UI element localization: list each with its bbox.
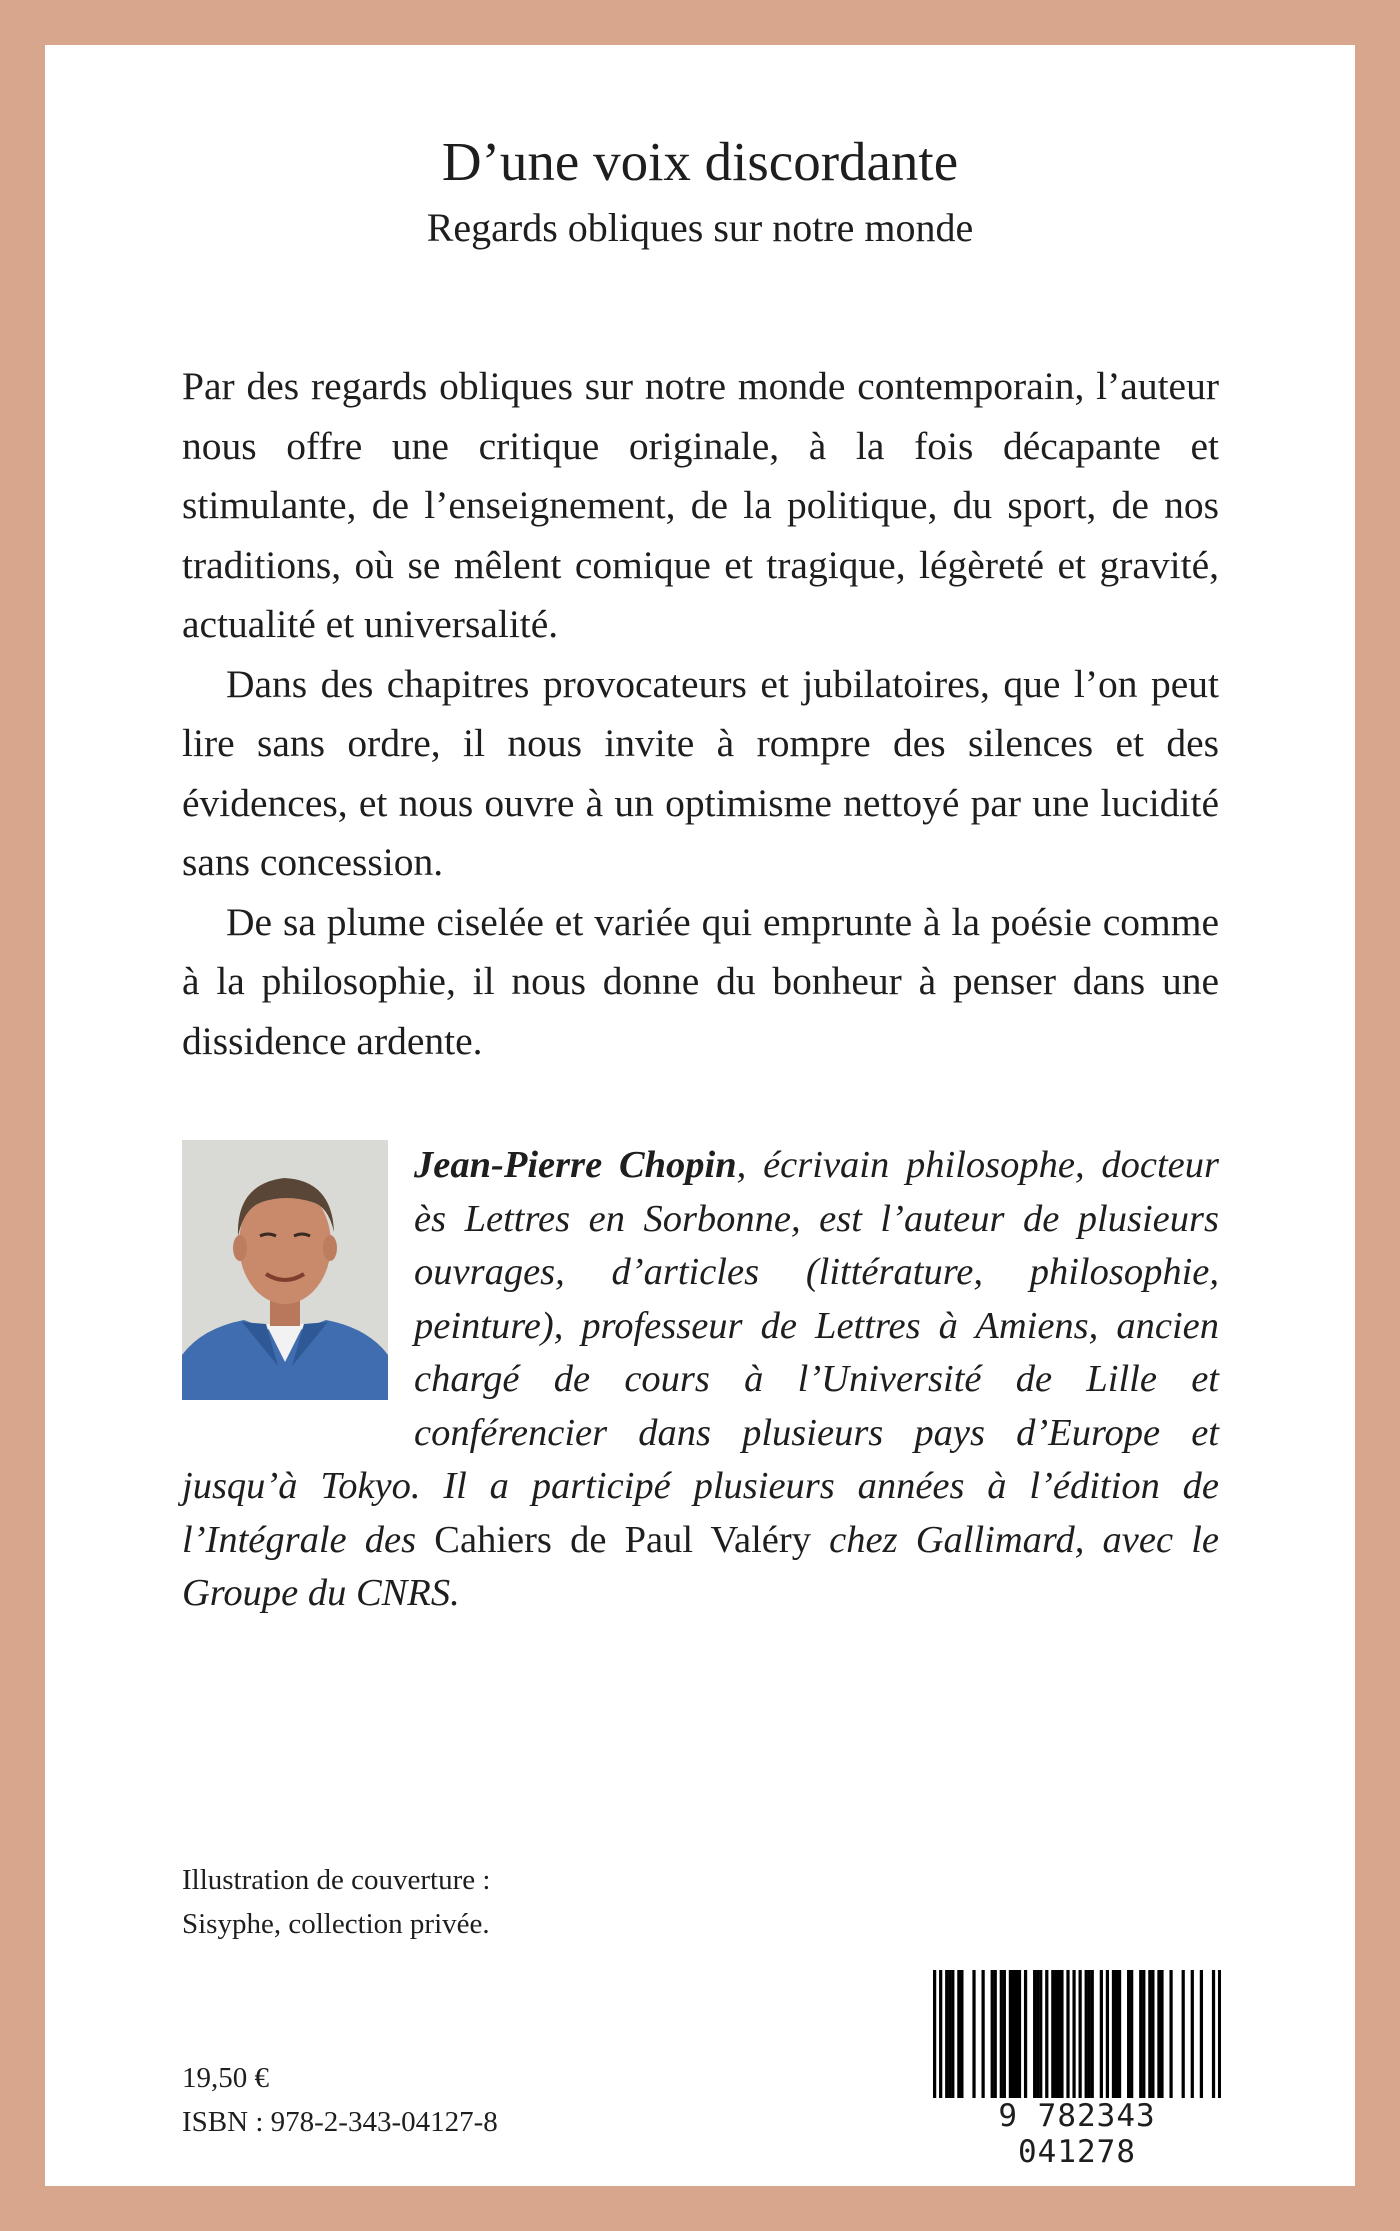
blurb xyxy=(182,357,1219,1071)
barcode-bar xyxy=(1118,1970,1121,2098)
illustration-credit-line: Illustration de couverture : xyxy=(182,1864,491,1896)
barcode-bar xyxy=(1066,1970,1069,2098)
barcode-bar xyxy=(1106,1970,1109,2098)
author-bio-text-end: chez Gallimard, avec le Groupe du CNRS. xyxy=(182,1518,1219,1614)
barcode-bar xyxy=(1142,1970,1145,2098)
barcode-bar xyxy=(1012,1970,1015,2098)
barcode-bar xyxy=(1148,1970,1151,2098)
barcode-bar xyxy=(994,1970,997,2098)
barcode-bar xyxy=(1033,1970,1036,2098)
barcode-bar xyxy=(1139,1970,1142,2098)
barcode-bar xyxy=(1009,1970,1012,2098)
barcode-bar xyxy=(1024,1970,1027,2098)
isbn: ISBN : 978-2-343-04127-8 xyxy=(182,2106,498,2138)
barcode-bar xyxy=(1015,1970,1018,2098)
barcode-bar xyxy=(1182,1970,1185,2098)
barcode-bar xyxy=(1036,1970,1039,2098)
barcode-bar xyxy=(948,1970,951,2098)
barcode-bar xyxy=(1130,1970,1133,2098)
book-title: D’une voix discordante xyxy=(441,131,959,192)
author-bio-text: , écrivain philosophe, docteur ès Lettres en Sorbonne, est l’auteur de plusieurs ouvrages, d’articles (littérature, philosophie, peinture), professeur de Lettres à Amiens, ancien chargé de cours à l’Université de Lille et conférencier dans plusieurs pays d’Europe et jusqu’à Tokyo. Il a participé plusieurs années à l’édition de l’Intégrale des xyxy=(182,1144,1219,1561)
barcode-bar xyxy=(991,1970,994,2098)
barcode-bars xyxy=(933,1970,1221,2098)
author-bio-cahiers: Cahiers de Paul Valéry xyxy=(434,1518,811,1561)
barcode-bar xyxy=(1169,1970,1172,2098)
barcode-bar xyxy=(1218,1970,1221,2098)
book-subtitle: Regards obliques sur notre monde xyxy=(426,205,974,250)
illustration-credit-line: Sisyphe, collection privée. xyxy=(182,1908,490,1940)
barcode-bar xyxy=(972,1970,975,2098)
barcode-bar xyxy=(1018,1970,1021,2098)
barcode-bar xyxy=(933,1970,936,2098)
barcode-bar xyxy=(982,1970,985,2098)
barcode-bar xyxy=(1112,1970,1115,2098)
barcode-bar xyxy=(945,1970,948,2098)
barcode-bar xyxy=(1079,1970,1082,2098)
barcode-bar xyxy=(1200,1970,1203,2098)
barcode-bar xyxy=(1191,1970,1194,2098)
barcode-bar xyxy=(1127,1970,1130,2098)
barcode-bar xyxy=(1045,1970,1048,2098)
author-photo xyxy=(182,1140,388,1400)
barcode-bar xyxy=(1003,1970,1006,2098)
blurb-paragraph: Dans des chapitres provocateurs et jubilatoires, que l’on peut lire sans ordre, il nous invite à rompre des silences et des évidences, et nous ouvre à un optimisme nettoyé par une lucidité sans concession. xyxy=(182,661,1219,884)
blurb-paragraph: De sa plume ciselée et variée qui emprunte à la poésie comme à la philosophie, il nous donne du bonheur à penser dans une dissidence ardente. xyxy=(182,899,1219,1063)
barcode-bar xyxy=(1060,1970,1063,2098)
barcode-bar xyxy=(951,1970,954,2098)
barcode-bar xyxy=(1160,1970,1163,2098)
price-isbn xyxy=(182,2056,498,2144)
blurb-paragraph: Par des regards obliques sur notre monde contemporain, l’auteur nous offre une critique originale, à la fois décapante et stimulante, de l’enseignement, de la politique, du sport, de nos traditions, où se mêlent comique et tragique, légèreté et gravité, actualité et universalité. xyxy=(182,364,1219,646)
barcode-bar xyxy=(1000,1970,1003,2098)
barcode-bar xyxy=(960,1970,963,2098)
barcode-bar xyxy=(1085,1970,1088,2098)
illustration-credit xyxy=(182,1858,490,1946)
barcode-bar xyxy=(1088,1970,1091,2098)
barcode-bar xyxy=(1151,1970,1154,2098)
price: 19,50 € xyxy=(182,2062,269,2094)
barcode-bar xyxy=(939,1970,942,2098)
barcode-bar xyxy=(1054,1970,1057,2098)
barcode-bar xyxy=(1051,1970,1054,2098)
barcode-bar xyxy=(1212,1970,1215,2098)
author-name: Jean-Pierre Chopin xyxy=(414,1144,737,1186)
back-cover xyxy=(45,45,1355,2186)
barcode-bar xyxy=(1057,1970,1060,2098)
barcode xyxy=(933,1970,1221,2170)
barcode-bar xyxy=(1115,1970,1118,2098)
barcode-bar xyxy=(1091,1970,1094,2098)
barcode-bar xyxy=(1157,1970,1160,2098)
barcode-bar xyxy=(1039,1970,1042,2098)
barcode-digits: 9 782343 041278 xyxy=(998,2098,1156,2170)
barcode-bar xyxy=(1072,1970,1075,2098)
barcode-bar xyxy=(1100,1970,1103,2098)
barcode-bar xyxy=(957,1970,960,2098)
